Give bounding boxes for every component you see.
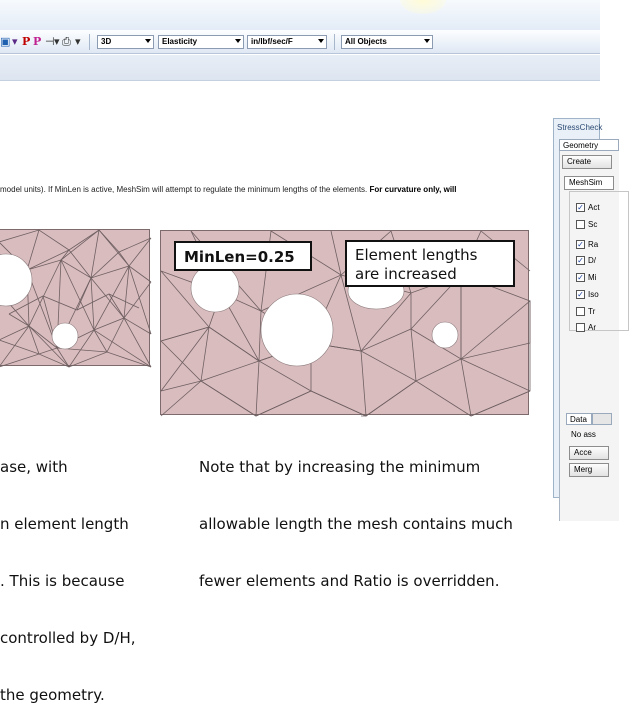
mesh-left <box>0 229 150 366</box>
dropdown-arrow-icon[interactable]: ▾ <box>12 35 18 48</box>
merge-button[interactable] <box>569 463 609 477</box>
check-ar[interactable] <box>576 323 585 332</box>
toolbar-separator <box>334 34 335 50</box>
analysis-select[interactable] <box>158 35 244 49</box>
dimension-select[interactable] <box>97 35 154 49</box>
vector-dropdown-icon[interactable]: ▾ <box>54 35 60 48</box>
check-iso[interactable]: ✓ <box>577 290 584 299</box>
check-dh-label: D/ <box>588 256 596 265</box>
check-sc[interactable] <box>576 220 585 229</box>
mesh-left-svg <box>0 230 151 367</box>
check-tr-label: Tr <box>588 307 596 316</box>
accept-button[interactable] <box>569 446 609 460</box>
caption-left-line: . This is because <box>0 572 125 590</box>
merge-label: Merg <box>574 465 593 474</box>
caption-right-line: allowable length the mesh contains much <box>199 515 513 533</box>
caption-right-line: fewer elements and Ratio is overridden. <box>199 572 500 590</box>
p-pink-icon[interactable]: P <box>33 35 42 48</box>
check-mi-label: Mi <box>588 273 597 282</box>
check-dh[interactable]: ✓ <box>577 256 584 265</box>
tab-geometry-label: Geometry <box>563 141 599 150</box>
check-mi[interactable]: ✓ <box>577 273 584 282</box>
chevron-down-icon <box>318 39 324 43</box>
create-button[interactable] <box>562 155 612 169</box>
toolbar <box>0 30 600 54</box>
create-label: Create <box>567 157 592 166</box>
chevron-down-icon <box>424 39 430 43</box>
description-text <box>0 185 548 194</box>
caption-left-line: ase, with <box>0 458 68 476</box>
dimension-value: 3D <box>101 37 112 46</box>
check-act-label: Act <box>588 203 600 212</box>
check-act[interactable]: ✓ <box>577 203 584 212</box>
caption-right <box>199 420 513 610</box>
chevron-down-icon <box>235 39 241 43</box>
analysis-value: Elasticity <box>162 37 198 46</box>
printer-icon[interactable]: ⎙ <box>62 35 71 48</box>
panel-title: StressCheck <box>557 123 603 132</box>
title-bar <box>0 0 600 30</box>
minlen-text: MinLen=0.25 <box>184 248 295 266</box>
check-tr[interactable] <box>576 307 585 316</box>
check-sc-label: Sc <box>588 220 598 229</box>
chevron-down-icon <box>145 39 151 43</box>
units-value: in/lbf/sec/F <box>251 37 293 46</box>
caption-left-line: n element length <box>0 515 129 533</box>
element-lengths-line-1: Element lengths <box>355 246 478 264</box>
ribbon-band <box>0 55 600 81</box>
stresscheck-panel <box>553 118 603 498</box>
object-filter-select[interactable] <box>341 35 433 49</box>
units-select[interactable] <box>247 35 327 49</box>
description-body: model units). If MinLen is active, MeshSim will attempt to regulate the minimum lengths of the elements. <box>0 185 368 194</box>
check-ra-label: Ra <box>588 240 599 249</box>
element-lengths-line-2: are increased <box>355 265 457 283</box>
check-ar-label: Ar <box>588 323 596 332</box>
toolbar-separator <box>89 34 90 50</box>
method-value: MeshSim <box>569 178 603 187</box>
element-lengths-label <box>345 240 515 287</box>
caption-right-line: Note that by increasing the minimum <box>199 458 481 476</box>
filter-value: All Objects <box>345 37 387 46</box>
highlight-glow <box>400 0 446 14</box>
p-red-icon[interactable]: P <box>22 35 31 48</box>
caption-left-line: controlled by D/H, <box>0 629 136 647</box>
tab-geometry[interactable] <box>559 139 619 151</box>
tab-data-label: Data <box>570 415 587 424</box>
check-iso-label: Iso <box>588 290 599 299</box>
panel-status: No ass <box>571 430 596 439</box>
check-ra[interactable]: ✓ <box>577 240 584 249</box>
description-bold: For curvature only, will <box>369 185 457 194</box>
vector-icon[interactable]: ⊣ <box>45 35 55 48</box>
printer-dropdown-icon[interactable]: ▾ <box>75 35 81 48</box>
view-icon[interactable]: ▣ <box>0 35 11 48</box>
tab-data[interactable] <box>566 413 592 425</box>
caption-left <box>0 420 136 724</box>
accept-label: Acce <box>574 448 592 457</box>
minlen-label <box>174 241 312 271</box>
caption-left-line: the geometry. <box>0 686 105 704</box>
tab-other[interactable] <box>592 413 612 425</box>
method-select[interactable] <box>564 176 614 190</box>
